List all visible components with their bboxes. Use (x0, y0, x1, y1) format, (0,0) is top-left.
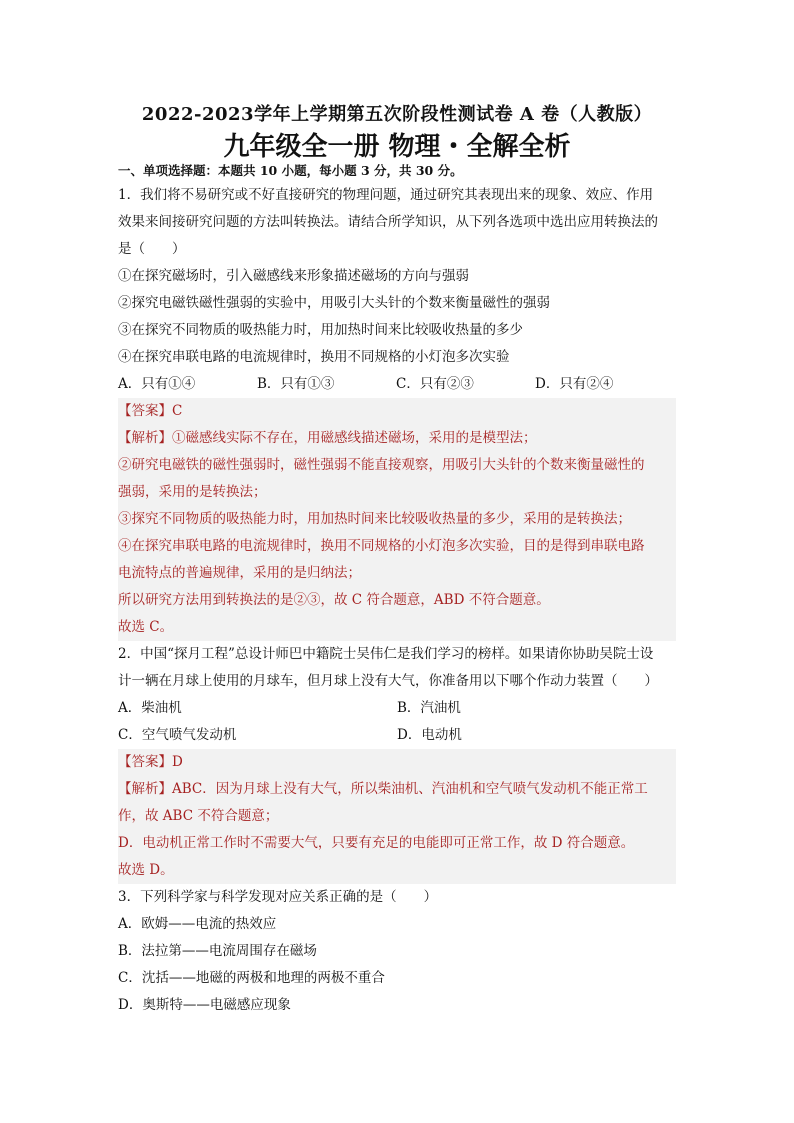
option-a: A．柴油机 (118, 700, 182, 716)
question-1 (118, 182, 676, 641)
question-stem-line: 1．我们将不易研究或不好直接研究的物理问题，通过研究其表现出来的现象、效应、作用 (118, 187, 654, 203)
options-row (118, 371, 676, 398)
option-d: D．奥斯特——电磁感应现象 (118, 997, 291, 1013)
answer-line (118, 749, 676, 776)
document-body (118, 160, 676, 1019)
options-row (118, 722, 676, 749)
analysis-line (118, 425, 676, 452)
answer-value: C (172, 403, 183, 419)
analysis-line: 强弱，采用的是转换法； (118, 484, 267, 500)
question-stem-line: 计一辆在月球上使用的月球车，但月球上没有大气，你准备用以下哪个作动力装置（ ） (118, 673, 658, 689)
option-a: A．只有①④ (118, 376, 196, 392)
analysis-line (118, 776, 676, 803)
analysis-text: ①磁感线实际不存在，用磁感线描述磁场，采用的是模型法； (172, 430, 537, 446)
answer-label: 【答案】 (118, 754, 172, 770)
option-d: D．只有②④ (535, 376, 614, 392)
answer-block (118, 398, 676, 641)
analysis-label: 【解析】 (118, 781, 172, 797)
statement-item: ③在探究不同物质的吸热能力时，用加热时间来比较吸收热量的多少 (118, 322, 523, 338)
option-d: D．电动机 (397, 727, 462, 743)
analysis-text: ABC．因为月球上没有大气，所以柴油机、汽油机和空气喷气发动机不能正常工 (172, 781, 648, 797)
question-stem-line: 2．中国“探月工程”总设计师巴中籍院士吴伟仁是我们学习的榜样。如果请你协助吴院士设 (118, 646, 654, 662)
analysis-line: 故选 D。 (118, 862, 174, 878)
question-stem-line: 3．下列科学家与科学发现对应关系正确的是（ ） (118, 889, 438, 905)
analysis-line: ②研究电磁铁的磁性强弱时，磁性强弱不能直接观察，用吸引大头针的个数来衡量磁性的 (118, 457, 645, 473)
option-b: B．汽油机 (397, 700, 461, 716)
question-stem-line: 效果来间接研究问题的方法叫转换法。请结合所学知识，从下列各选项中选出应用转换法的 (118, 214, 658, 230)
analysis-label: 【解析】 (118, 430, 172, 446)
analysis-line: 作，故 ABC 不符合题意； (118, 808, 279, 824)
exam-title: 2022-2023学年上学期第五次阶段性测试卷 A 卷（人教版） (141, 104, 653, 125)
options-row (118, 695, 676, 722)
option-c: C．沈括——地磁的两极和地理的两极不重合 (118, 970, 385, 986)
answer-block (118, 749, 676, 884)
question-3 (118, 884, 676, 1019)
option-b: B．只有①③ (257, 376, 335, 392)
statement-item: ②探究电磁铁磁性强弱的实验中，用吸引大头针的个数来衡量磁性的强弱 (118, 295, 550, 311)
analysis-line: ③探究不同物质的吸热能力时，用加热时间来比较吸收热量的多少，采用的是转换法； (118, 511, 631, 527)
analysis-line: 电流特点的普遍规律，采用的是归纳法； (118, 565, 361, 581)
answer-line (118, 398, 676, 425)
answer-label: 【答案】 (118, 403, 172, 419)
option-c: C．只有②③ (396, 376, 474, 392)
section-heading: 一、单项选择题：本题共 10 小题，每小题 3 分，共 30 分。 (118, 163, 463, 178)
question-2 (118, 641, 676, 884)
exam-subtitle: 九年级全一册 物理・全解全析 (223, 132, 571, 162)
option-b: B．法拉第——电流周围存在磁场 (118, 943, 317, 959)
analysis-line: 所以研究方法用到转换法的是②③，故 C 符合题意，ABD 不符合题意。 (118, 592, 550, 608)
statement-item: ④在探究串联电路的电流规律时，换用不同规格的小灯泡多次实验 (118, 349, 510, 365)
analysis-line: D．电动机正常工作时不需要大气，只要有充足的电能即可正常工作，故 D 符合题意。 (118, 835, 635, 851)
question-stem-line: 是（ ） (118, 241, 186, 257)
statement-item: ①在探究磁场时，引入磁感线来形象描述磁场的方向与强弱 (118, 268, 469, 284)
option-c: C．空气喷气发动机 (118, 727, 237, 743)
analysis-line: ④在探究串联电路的电流规律时，换用不同规格的小灯泡多次实验，目的是得到串联电路 (118, 538, 645, 554)
option-a: A．欧姆——电流的热效应 (118, 916, 277, 932)
answer-value: D (172, 754, 183, 770)
analysis-line: 故选 C。 (118, 619, 174, 635)
